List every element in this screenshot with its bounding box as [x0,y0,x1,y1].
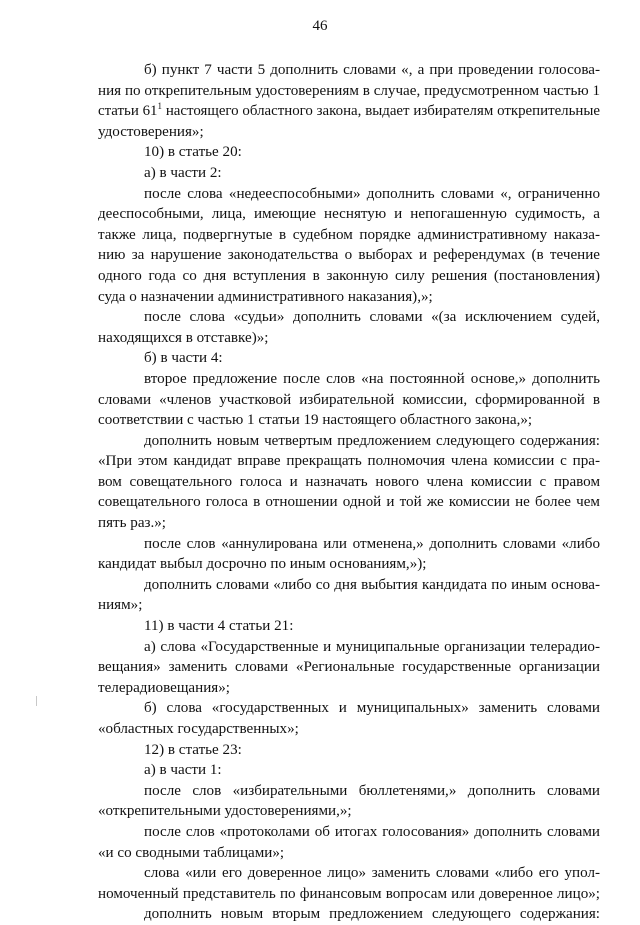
line-text: второе предложение после слов «на постоянной основе,» дополнить [144,370,600,387]
line-text: суда о назначении административного наказания),»; [98,288,433,305]
text-line [98,184,600,205]
line-text: совещательного голоса в отношении одной и той же комиссии не более чем [98,494,600,511]
text-line [98,410,600,431]
text-line [98,554,600,575]
line-text: после слов «протоколами об итогах голосования» дополнить словами [144,823,600,840]
line-text: б) в части 4: [144,350,223,367]
line-text: а) в части 2: [144,164,222,181]
line-text: 11) в части 4 статьи 21: [144,618,294,635]
line-text: ния по открепительным удостоверениям в случае, предусмотренном частью 1 [98,82,600,99]
line-text: после слов «избирательными бюллетенями,» дополнить словами [144,782,600,799]
text-line [98,348,600,369]
text-line [98,163,600,184]
text-line [98,637,600,658]
text-line [98,451,600,472]
text-line [98,657,600,678]
text-line [98,287,600,308]
line-text: находящихся в отставке)»; [98,329,269,346]
line-text: б) пункт 7 части 5 дополнить словами «, а при проведении голосова- [144,62,600,78]
line-text: соответствии с частью 1 статьи 19 настоящего областного закона,»; [98,412,533,429]
line-text: после слова «судьи» дополнить словами «(за исключением судей, [144,309,600,326]
line-text: вещания» заменить словами «Региональные государственные организации [98,659,600,676]
text-line [98,740,600,761]
text-line [98,122,600,143]
line-text: номоченный представитель по финансовым вопросам или доверенное лицо»; [98,885,600,902]
text-line [98,204,600,225]
text-line [98,678,600,699]
text-line [98,390,600,411]
line-text: словами «членов участковой избирательной комиссии, сформированной в [98,391,600,408]
text-line [98,904,600,925]
text-line [98,472,600,493]
text-line [98,781,600,802]
text-line [98,369,600,390]
text-line [98,245,600,266]
line-text: кандидат выбыл досрочно по иным основаниям,»); [98,556,427,573]
text-line [98,884,600,905]
line-text: а) слова «Государственные и муниципальные организации телерадио- [144,638,600,655]
line-text: вом совещательного голоса и назначать нового члена комиссии с правом [98,473,600,490]
line-text: ниям»; [98,597,143,614]
line-text: дееспособными, лица, имеющие неснятую и непогашенную судимость, а [98,206,600,223]
text-line [98,142,600,163]
text-line [98,534,600,555]
body-text [98,60,600,925]
line-text: «открепительными удостоверениями,»; [98,803,352,820]
line-text: после слов «аннулирована или отменена,» дополнить словами «либо [144,535,600,552]
text-line [98,513,600,534]
text-line [98,822,600,843]
text-line [98,595,600,616]
line-text: статьи 61 [98,103,158,120]
text-line [98,60,600,81]
line-text: 10) в статье 20: [144,144,242,161]
line-text: слова «или его доверенное лицо» заменить словами «либо его упол- [144,865,600,882]
line-text: «При этом кандидат вправе прекращать полномочия члена комиссии с пра- [98,453,600,470]
line-text: «и со сводными таблицами»; [98,844,285,861]
text-line [98,328,600,349]
line-text: телерадиовещания»; [98,679,230,696]
text-line [98,698,600,719]
text-line [98,863,600,884]
text-line [98,431,600,452]
line-text: после слова «недееспособными» дополнить словами «, ограниченно [144,185,600,202]
line-text: удостоверения»; [98,123,204,140]
text-line [98,575,600,596]
superscript: 1 [157,101,163,112]
text-line [98,843,600,864]
line-text: также лица, подвергнутые в судебном порядке административному наказа- [98,226,600,243]
text-line [98,719,600,740]
text-line [98,492,600,513]
text-line [98,760,600,781]
text-line [98,225,600,246]
line-text: нию за нарушение законодательства о выборах и референдумах (в течение [98,247,600,264]
line-text: 12) в статье 23: [144,741,242,758]
line-text: б) слова «государственных и муниципальных» заменить словами [144,700,600,717]
line-text: «областных государственных»; [98,721,299,737]
text-line [98,307,600,328]
page-number: 46 [312,18,328,34]
line-text: одного года со дня вступления в законную силу решения (постановления) [98,267,600,284]
margin-mark [36,696,37,706]
line-text: пять раз.»; [98,515,166,532]
line-text: дополнить новым вторым предложением следующего содержания: [144,906,600,923]
line-text: а) в части 1: [144,762,222,779]
line-text: дополнить новым четвертым предложением следующего содержания: [144,432,600,449]
text-line [98,616,600,637]
line-text: дополнить словами «либо со дня выбытия кандидата по иным основа- [144,576,600,593]
text-line [98,101,600,122]
text-line [98,266,600,287]
text-line [98,81,600,102]
line-text-continued: настоящего областного закона, выдает избирателям открепительные [162,103,600,120]
text-line [98,801,600,822]
